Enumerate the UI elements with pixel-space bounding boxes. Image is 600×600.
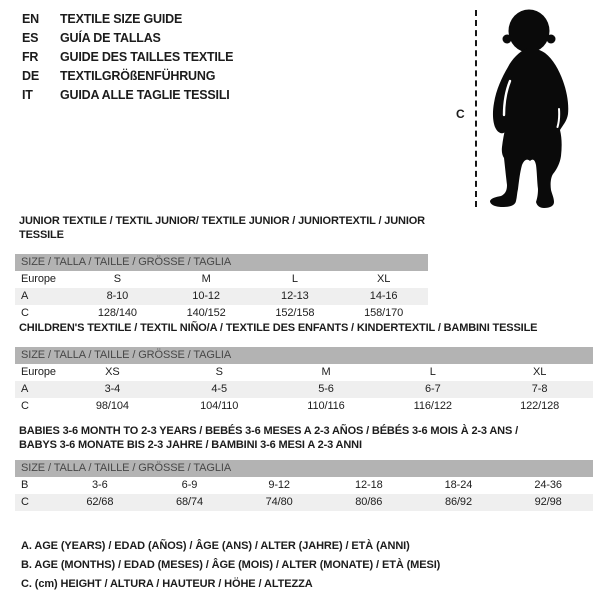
table-row bbox=[15, 494, 593, 511]
size-cell: 68/74 bbox=[145, 494, 235, 511]
size-cell: 6-7 bbox=[379, 381, 486, 398]
table-title bbox=[19, 214, 428, 242]
babies-size-table bbox=[15, 460, 593, 511]
dimension-c-label: C bbox=[456, 107, 465, 121]
legend-line: A. AGE (YEARS) / EDAD (AÑOS) / ÂGE (ANS) / ALTER (JAHRE) / ETÀ (ANNI) bbox=[21, 540, 410, 552]
size-cell: 5-6 bbox=[273, 381, 380, 398]
table-row bbox=[15, 477, 593, 494]
size-cell: 24-36 bbox=[534, 479, 562, 491]
language-label: GUIDE DES TAILLES TEXTILE bbox=[60, 49, 234, 64]
size-cell: 86/92 bbox=[414, 494, 504, 511]
row-label: B bbox=[21, 479, 29, 491]
language-code: DE bbox=[22, 68, 39, 83]
language-code: IT bbox=[22, 87, 33, 102]
language-label: TEXTILE SIZE GUIDE bbox=[60, 11, 183, 26]
size-cell: 116/122 bbox=[413, 400, 452, 412]
size-cell: M bbox=[321, 366, 331, 378]
legend-line: C. (cm) HEIGHT / ALTURA / HAUTEUR / HÖHE / ALTEZZA bbox=[21, 578, 313, 590]
toddler-silhouette-icon bbox=[483, 8, 583, 208]
row-label: Europe bbox=[21, 273, 56, 285]
size-cell: XL bbox=[376, 273, 391, 285]
language-row bbox=[22, 47, 233, 66]
junior-textile-section bbox=[15, 214, 428, 322]
size-band-label: SIZE / TALLA / TAILLE / GRÖSSE / TAGLIA bbox=[15, 347, 593, 364]
table-row bbox=[15, 364, 593, 381]
size-cell: 122/128 bbox=[520, 400, 560, 412]
size-cell: 8-10 bbox=[73, 288, 162, 305]
row-label: Europe bbox=[21, 366, 56, 378]
size-cell: S bbox=[215, 366, 223, 378]
size-cell: 80/86 bbox=[324, 494, 414, 511]
height-figure bbox=[450, 8, 585, 210]
size-band-row bbox=[15, 254, 428, 271]
language-code: ES bbox=[22, 30, 39, 45]
language-label: GUIDA ALLE TAGLIE TESSILI bbox=[60, 87, 230, 102]
size-cell: 3-6 bbox=[92, 479, 108, 491]
size-cell: 92/98 bbox=[503, 494, 593, 511]
size-cell: 12-13 bbox=[251, 288, 340, 305]
childrens-size-table bbox=[15, 347, 593, 415]
size-cell: 152/158 bbox=[275, 307, 315, 319]
table-row bbox=[15, 305, 428, 322]
row-label: C bbox=[21, 307, 29, 319]
language-label: TEXTILGRÖßENFÜHRUNG bbox=[60, 68, 216, 83]
size-cell: XS bbox=[105, 366, 120, 378]
size-band-row bbox=[15, 460, 593, 477]
size-cell: L bbox=[429, 366, 436, 378]
language-label: GUÍA DE TALLAS bbox=[60, 30, 161, 45]
row-label: A bbox=[15, 381, 59, 398]
table-title-line: BABIES 3-6 MONTH TO 2-3 YEARS / BEBÉS 3-6 MESES A 2-3 AÑOS / BÉBÉS 3-6 MOIS À 2-3 ANS / bbox=[19, 425, 518, 437]
table-row bbox=[15, 271, 428, 288]
size-cell: 74/80 bbox=[234, 494, 324, 511]
legend-line: B. AGE (MONTHS) / EDAD (MESES) / ÂGE (MOIS) / ALTER (MONATE) / ETÀ (MESI) bbox=[21, 559, 441, 571]
size-cell: 18-24 bbox=[444, 479, 473, 491]
table-title-line: JUNIOR TEXTILE / TEXTIL JUNIOR/ TEXTILE JUNIOR / JUNIORTEXTIL / JUNIOR TESSILE bbox=[19, 215, 425, 241]
language-row bbox=[22, 9, 233, 28]
size-band-row bbox=[15, 347, 593, 364]
height-dashed-line bbox=[475, 10, 477, 207]
legend bbox=[21, 537, 440, 594]
size-cell: 10-12 bbox=[162, 288, 251, 305]
babies-textile-section bbox=[15, 424, 593, 511]
size-cell: L bbox=[291, 273, 298, 285]
size-cell: 9-12 bbox=[268, 479, 290, 491]
size-cell: S bbox=[113, 273, 121, 285]
size-cell: 3-4 bbox=[59, 381, 166, 398]
table-row bbox=[15, 381, 593, 398]
size-cell: 12-18 bbox=[354, 479, 383, 491]
size-cell: XL bbox=[532, 366, 547, 378]
language-code: EN bbox=[22, 11, 39, 26]
size-cell: 104/110 bbox=[200, 400, 239, 412]
size-cell: 140/152 bbox=[186, 307, 226, 319]
row-label: A bbox=[15, 288, 73, 305]
language-row bbox=[22, 66, 233, 85]
table-title-line: CHILDREN'S TEXTILE / TEXTIL NIÑO/A / TEXTILE DES ENFANTS / KINDERTEXTIL / BAMBINI TESSILE bbox=[19, 322, 538, 334]
size-cell: 7-8 bbox=[486, 381, 593, 398]
row-label: C bbox=[15, 494, 55, 511]
childrens-textile-section bbox=[15, 321, 593, 415]
table-row bbox=[15, 288, 428, 305]
table-title bbox=[19, 424, 593, 452]
size-cell: 158/170 bbox=[364, 307, 404, 319]
language-list bbox=[22, 9, 233, 104]
size-cell: M bbox=[201, 273, 211, 285]
size-cell: 14-16 bbox=[339, 288, 428, 305]
size-cell: 4-5 bbox=[166, 381, 273, 398]
language-row bbox=[22, 28, 233, 47]
row-label: C bbox=[21, 400, 29, 412]
table-title bbox=[19, 321, 593, 335]
language-row bbox=[22, 85, 233, 104]
table-row bbox=[15, 398, 593, 415]
size-band-label: SIZE / TALLA / TAILLE / GRÖSSE / TAGLIA bbox=[15, 460, 593, 477]
language-code: FR bbox=[22, 49, 39, 64]
size-cell: 62/68 bbox=[55, 494, 145, 511]
junior-size-table bbox=[15, 254, 428, 322]
table-title-line: BABYS 3-6 MONATE BIS 2-3 JAHRE / BAMBINI 3-6 MESI A 2-3 ANNI bbox=[19, 439, 362, 451]
size-cell: 110/116 bbox=[307, 400, 345, 412]
size-band-label: SIZE / TALLA / TAILLE / GRÖSSE / TAGLIA bbox=[15, 254, 428, 271]
size-cell: 128/140 bbox=[97, 307, 137, 319]
size-cell: 6-9 bbox=[181, 479, 198, 491]
size-cell: 98/104 bbox=[95, 400, 129, 412]
